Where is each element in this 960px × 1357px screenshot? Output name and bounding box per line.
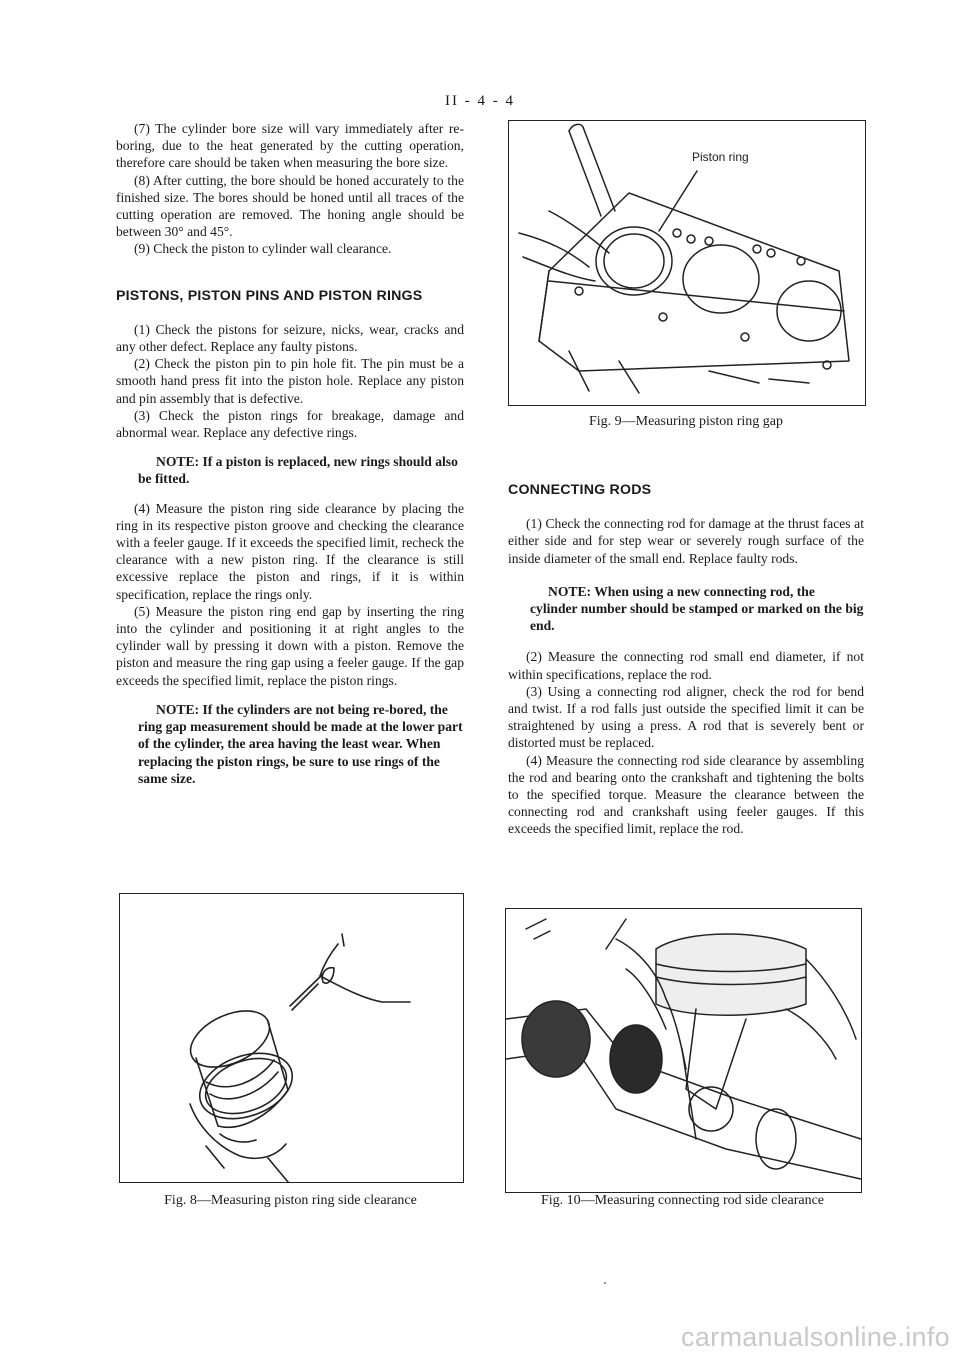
figure-10 (505, 908, 862, 1193)
piston-ring-label: Piston ring (692, 150, 749, 164)
pistons-step-1: (1) Check the pistons for seizure, nicks, wear, cracks and any other defect. Replace any faulty pistons. (116, 321, 464, 355)
paragraph-7: (7) The cylinder bore size will vary immediately after re-boring, due to the heat generated by the cutting operation, therefore care should be taken when measuring the bore size. (116, 121, 464, 171)
figure-10-caption: Fig. 10—Measuring connecting rod side clearance (540, 1193, 825, 1208)
pistons-step-5: (5) Measure the piston ring end gap by inserting the ring into the cylinder and positioning it at right angles to the cylinder wall by pressing it down with a piston. Remove the piston and measure the ring gap using a feeler gauge. If the gap exceeds the specified limit, replace the piston rings. (116, 603, 464, 688)
pistons-step-2: (2) Check the piston pin to pin hole fit. The pin must be a smooth hand press fit into the piston hole. Replace any piston and pin assembly that is defective. (116, 356, 464, 406)
section-heading-connecting-rods: CONNECTING RODS (508, 482, 652, 498)
paragraph-9: (9) Check the piston to cylinder wall clearance. (134, 241, 392, 257)
figure-9-caption: Fig. 9—Measuring piston ring gap (588, 414, 784, 429)
rods-step-2: (2) Measure the connecting rod small end diameter, if not within specifications, replace the rod. (508, 649, 864, 682)
figure-9 (508, 120, 866, 406)
note-piston-replaced: NOTE: If a piston is replaced, new rings should also be fitted. (138, 454, 458, 487)
section-heading-pistons: PISTONS, PISTON PINS AND PISTON RINGS (116, 287, 423, 304)
rods-step-3: (3) Using a connecting rod aligner, check the rod for bend and twist. If a rod falls just outside the specified limit it can be straightened by using a press. A rod that is severely bent or distorted must be replaced. (508, 683, 864, 751)
pistons-step-3: (3) Check the piston rings for breakage, damage and abnormal wear. Replace any defective rings. (116, 407, 464, 441)
page-number: II - 4 - 4 (445, 93, 515, 109)
left-column (116, 120, 464, 787)
right-column (508, 482, 864, 838)
piston-ring-gap-illustration (509, 121, 865, 405)
rods-step-4: (4) Measure the connecting rod side clearance by assembling the rod and bearing onto the crankshaft and tightening the bolts to the specified torque. Measure the clearance between the connecting rod and crankshaft using feeler gauges. If this exceeds the specified limit, replace the rod. (508, 752, 864, 837)
pistons-step-4: (4) Measure the piston ring side clearance by placing the ring in its respective piston groove and checking the clearance with a feeler gauge. If it exceeds the specified limit, recheck the clearance with a new piston ring. If the clearance is still excessive replace the piston and rings, if it is within specification, replace the rings only. (116, 500, 464, 602)
connecting-rod-side-clearance-illustration (506, 909, 861, 1192)
rods-step-1: (1) Check the connecting rod for damage at the thrust faces at either side and for step wear or severely rough surface of the inside diameter of the small end. Replace faulty rods. (508, 516, 864, 566)
piston-ring-side-clearance-illustration (120, 894, 463, 1182)
note-ring-gap: NOTE: If the cylinders are not being re-bored, the ring gap measurement should be made at the lower part of the cylinder, the area having the least wear. When replacing the piston rings, be sure to use rings of the same size. (138, 701, 463, 786)
paragraph-8: (8) After cutting, the bore should be honed accurately to the finished size. The bores should be honed until all traces of the cutting operation are removed. The honing angle should be between 30° and 45°. (116, 172, 464, 240)
figure-8 (119, 893, 464, 1183)
scan-speck (604, 1282, 606, 1284)
figure-8-caption: Fig. 8—Measuring piston ring side clearance (164, 1193, 417, 1208)
note-new-connecting-rod: NOTE: When using a new connecting rod, the cylinder number should be stamped or marked on the big end. (530, 583, 864, 634)
watermark: carmanualsonline.info (681, 1322, 950, 1352)
